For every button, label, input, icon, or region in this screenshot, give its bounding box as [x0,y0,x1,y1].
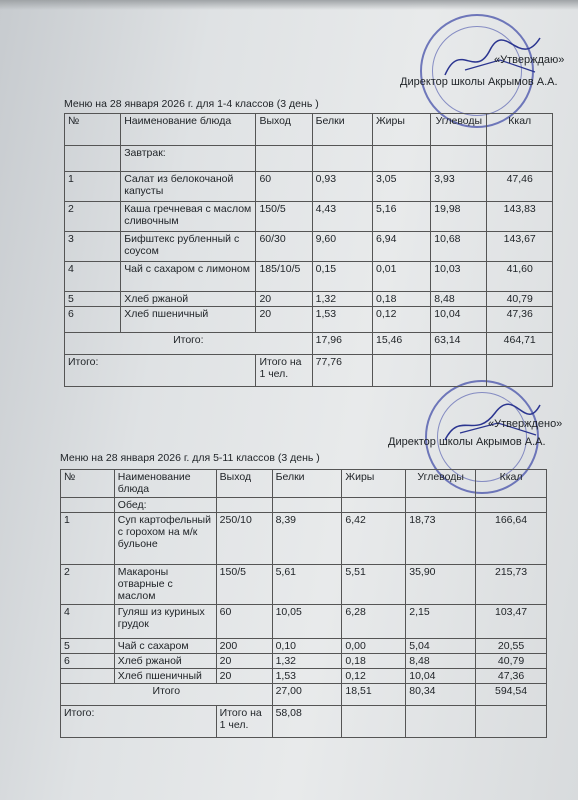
header-cell: № [61,470,115,498]
cell-carbs: 5,04 [406,639,476,654]
cell-protein: 9,60 [312,232,372,262]
cell-dish: Чай с сахаром [114,639,216,654]
total-carbs: 63,14 [431,333,487,355]
header-cell: Выход [256,114,312,146]
table-row [65,172,553,202]
cell-dish: Хлеб ржаной [121,292,256,307]
cell-carbs: 10,68 [431,232,487,262]
menu1-heading: Меню на 28 января 2026 г. для 1-4 классов (3 день ) [64,98,319,110]
per-person-value: 58,08 [272,706,342,738]
cell-protein: 1,32 [272,654,342,669]
cell-dish: Каша гречневая с маслом сливочным [121,202,256,232]
cell-carbs: 10,03 [431,262,487,292]
header-cell: Белки [312,114,372,146]
cell-protein: 0,15 [312,262,372,292]
cell-number: 2 [65,202,121,232]
cell-fat: 6,42 [342,513,406,565]
grand-total-label: Итого: [65,355,256,387]
page-shadow [0,0,578,10]
cell-protein: 0,93 [312,172,372,202]
table-row [65,307,553,333]
cell-carbs: 10,04 [406,669,476,684]
table-row [65,232,553,262]
table-header-row [65,114,553,146]
cell-protein: 0,10 [272,639,342,654]
header-cell: Выход [216,470,272,498]
grand-total-label: Итого: [61,706,217,738]
total-fat: 18,51 [342,684,406,706]
cell-portion: 20 [256,292,312,307]
cell-portion: 20 [216,654,272,669]
approval1-director: Директор школы Акрымов А.А. [400,76,558,88]
cell-fat: 0,00 [342,639,406,654]
cell-dish: Салат из белокочаной капусты [121,172,256,202]
table-row [61,654,547,669]
cell-kcal: 47,36 [487,307,553,333]
total-row [65,333,553,355]
cell-protein: 8,39 [272,513,342,565]
cell-portion: 60 [216,605,272,639]
cell-number: 5 [65,292,121,307]
cell-protein: 5,61 [272,565,342,605]
grand-total-row [65,355,553,387]
cell-kcal: 47,36 [476,669,547,684]
cell-dish: Суп картофельный с горохом на м/к бульоне [114,513,216,565]
table-row [65,262,553,292]
total-fat: 15,46 [372,333,430,355]
cell-number: 5 [61,639,115,654]
header-cell: Углеводы [431,114,487,146]
section-row [65,146,553,172]
menu1-table [64,113,553,387]
table-row [61,639,547,654]
header-cell: Белки [272,470,342,498]
cell-portion: 250/10 [216,513,272,565]
section-row [61,498,547,513]
approval2-title: «Утверждено» [488,418,563,430]
cell-dish: Бифштекс рубленный с соусом [121,232,256,262]
header-cell: Наименование блюда [114,470,216,498]
cell-fat: 0,18 [342,654,406,669]
per-person-value: 77,76 [312,355,372,387]
section-label: Завтрак: [121,146,256,172]
cell-carbs: 18,73 [406,513,476,565]
cell-kcal: 215,73 [476,565,547,605]
approval1-title: «Утверждаю» [494,54,565,66]
section-label: Обед: [114,498,216,513]
cell-fat: 5,16 [372,202,430,232]
cell-fat: 5,51 [342,565,406,605]
cell-protein: 1,53 [272,669,342,684]
cell-dish: Хлеб пшеничный [121,307,256,333]
cell-kcal: 103,47 [476,605,547,639]
cell-kcal: 143,67 [487,232,553,262]
cell-protein: 10,05 [272,605,342,639]
cell-dish: Хлеб пшеничный [114,669,216,684]
grand-total-row [61,706,547,738]
cell-fat: 0,12 [372,307,430,333]
header-cell: № [65,114,121,146]
table-row [61,669,547,684]
cell-carbs: 35,90 [406,565,476,605]
menu2-table [60,469,547,738]
per-person-label: Итого на 1 чел. [216,706,272,738]
total-row [61,684,547,706]
cell-kcal: 143,83 [487,202,553,232]
cell-protein: 1,53 [312,307,372,333]
cell-kcal: 47,46 [487,172,553,202]
cell-portion: 60/30 [256,232,312,262]
cell-fat: 6,94 [372,232,430,262]
header-cell: Жиры [342,470,406,498]
cell-portion: 150/5 [256,202,312,232]
cell-number: 1 [65,172,121,202]
menu2-heading: Меню на 28 января 2026 г. для 5-11 классов (3 день ) [60,452,320,464]
cell-kcal: 40,79 [487,292,553,307]
cell-carbs: 8,48 [406,654,476,669]
cell-carbs: 8,48 [431,292,487,307]
cell-protein: 1,32 [312,292,372,307]
cell-dish: Макароны отварные с маслом [114,565,216,605]
cell-kcal: 166,64 [476,513,547,565]
cell-fat: 0,12 [342,669,406,684]
cell-carbs: 2,15 [406,605,476,639]
total-kcal: 594,54 [476,684,547,706]
cell-dish: Хлеб ржаной [114,654,216,669]
cell-carbs: 10,04 [431,307,487,333]
approval2-director: Директор школы Акрымов А.А. [388,436,546,448]
cell-number: 6 [61,654,115,669]
total-kcal: 464,71 [487,333,553,355]
header-cell: Наименование блюда [121,114,256,146]
cell-protein: 4,43 [312,202,372,232]
total-label: Итого [61,684,273,706]
cell-carbs: 3,93 [431,172,487,202]
table-row [65,202,553,232]
cell-carbs: 19,98 [431,202,487,232]
cell-number: 3 [65,232,121,262]
cell-portion: 150/5 [216,565,272,605]
cell-fat: 6,28 [342,605,406,639]
per-person-label: Итого на 1 чел. [256,355,312,387]
cell-portion: 185/10/5 [256,262,312,292]
cell-portion: 200 [216,639,272,654]
header-cell: Углеводы [406,470,476,498]
cell-portion: 60 [256,172,312,202]
cell-dish: Чай с сахаром с лимоном [121,262,256,292]
cell-kcal: 40,79 [476,654,547,669]
total-protein: 27,00 [272,684,342,706]
header-cell: Ккал [487,114,553,146]
table-row [61,605,547,639]
cell-portion: 20 [216,669,272,684]
cell-kcal: 41,60 [487,262,553,292]
cell-kcal: 20,55 [476,639,547,654]
cell-portion: 20 [256,307,312,333]
cell-number: 2 [61,565,115,605]
cell-number: 4 [61,605,115,639]
cell-number: 6 [65,307,121,333]
cell-fat: 3,05 [372,172,430,202]
table-row [61,513,547,565]
header-cell: Ккал [476,470,547,498]
table-header-row [61,470,547,498]
table-row [65,292,553,307]
cell-dish: Гуляш из куриных грудок [114,605,216,639]
total-carbs: 80,34 [406,684,476,706]
cell-fat: 0,01 [372,262,430,292]
header-cell: Жиры [372,114,430,146]
table-row [61,565,547,605]
cell-number: 4 [65,262,121,292]
cell-fat: 0,18 [372,292,430,307]
cell-number [61,669,115,684]
total-label: Итого: [65,333,313,355]
total-protein: 17,96 [312,333,372,355]
cell-number: 1 [61,513,115,565]
